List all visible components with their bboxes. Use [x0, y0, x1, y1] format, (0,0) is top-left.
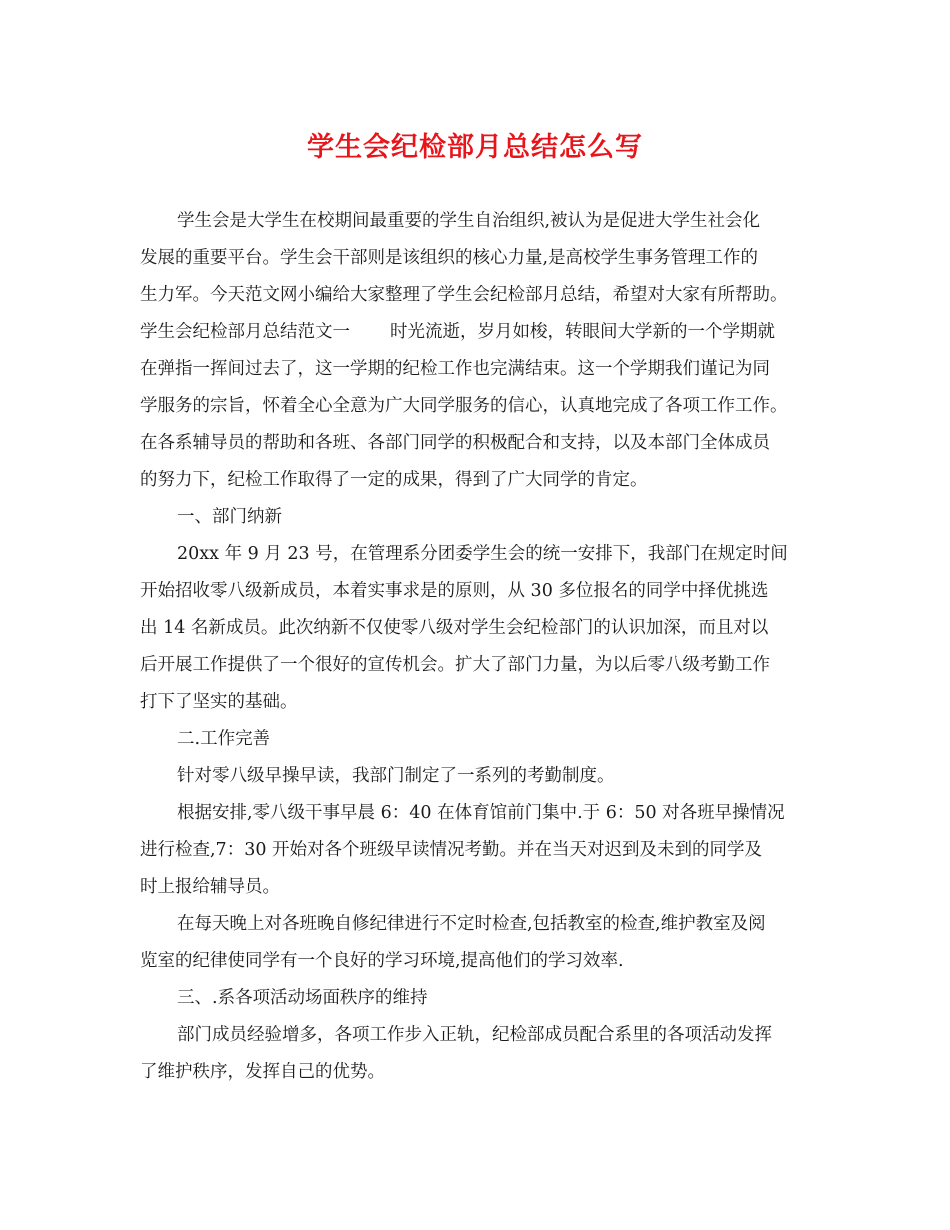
- paragraph-line: 的努力下，纪检工作取得了一定的成果，得到了广大同学的肯定。: [140, 470, 648, 490]
- sample-heading: 学生会纪检部月总结范文一: [140, 322, 350, 342]
- paragraph-line: 览室的纪律使同学有一个良好的学习环境,提高他们的学习效率.: [140, 951, 624, 971]
- section-heading: 三、.系各项活动场面秩序的维持: [177, 988, 428, 1008]
- document-title: 学生会纪检部月总结怎么写: [307, 132, 643, 163]
- paragraph-line: 学服务的宗旨，怀着全心全意为广大同学服务的信心，认真地完成了各项工作工作。: [140, 396, 788, 416]
- paragraph-text: 时光流逝，岁月如梭，转眼间大学新的一个学期就: [390, 322, 775, 342]
- paragraph-line: 部门成员经验增多，各项工作步入正轨，纪检部成员配合系里的各项活动发挥: [177, 1025, 772, 1045]
- document-body: [140, 206, 830, 1094]
- paragraph-line: 针对零八级早操早读，我部门制定了一系列的考勤制度。: [177, 766, 615, 786]
- paragraph-line: 后开展工作提供了一个很好的宣传机会。扩大了部门力量，为以后零八级考勤工作: [140, 655, 770, 675]
- paragraph-line: 发展的重要平台。学生会干部则是该组织的核心力量,是高校学生事务管理工作的: [140, 248, 759, 268]
- section-heading: 二.工作完善: [177, 729, 271, 749]
- paragraph-line: 在各系辅导员的帮助和各班、各部门同学的积极配合和支持，以及本部门全体成员: [140, 433, 770, 453]
- paragraph-line: 打下了坚实的基础。: [140, 692, 298, 712]
- paragraph-line-combined: [140, 317, 830, 347]
- paragraph-line: 进行检查,7：30 开始对各个班级早读情况考勤。并在当天对迟到及未到的同学及: [140, 840, 763, 860]
- paragraph-line: 开始招收零八级新成员，本着实事求是的原则，从 30 多位报名的同学中择优挑选: [140, 581, 769, 601]
- section-heading: 一、部门纳新: [177, 507, 282, 527]
- paragraph-line: 在弹指一挥间过去了，这一学期的纪检工作也完满结束。这一个学期我们谨记为同: [140, 359, 770, 379]
- paragraph-line: 根据安排,零八级干事早晨 6：40 在体育馆前门集中.于 6：50 对各班早操情况: [177, 803, 785, 823]
- paragraph-line: 生力军。今天范文网小编给大家整理了学生会纪检部月总结，希望对大家有所帮助。: [140, 285, 788, 305]
- paragraph-line: 了维护秩序，发挥自己的优势。: [140, 1062, 385, 1082]
- paragraph-line: 学生会是大学生在校期间最重要的学生自治组织,被认为是促进大学生社会化: [177, 211, 761, 231]
- paragraph-line: 时上报给辅导员。: [140, 877, 280, 897]
- paragraph-line: 在每天晚上对各班晚自修纪律进行不定时检查,包括教室的检查,维护教室及阅: [177, 914, 766, 934]
- paragraph-line: 20xx 年 9 月 23 号，在管理系分团委学生会的统一安排下，我部门在规定时间: [177, 544, 788, 564]
- paragraph-line: 出 14 名新成员。此次纳新不仅使零八级对学生会纪检部门的认识加深，而且对以: [140, 618, 769, 638]
